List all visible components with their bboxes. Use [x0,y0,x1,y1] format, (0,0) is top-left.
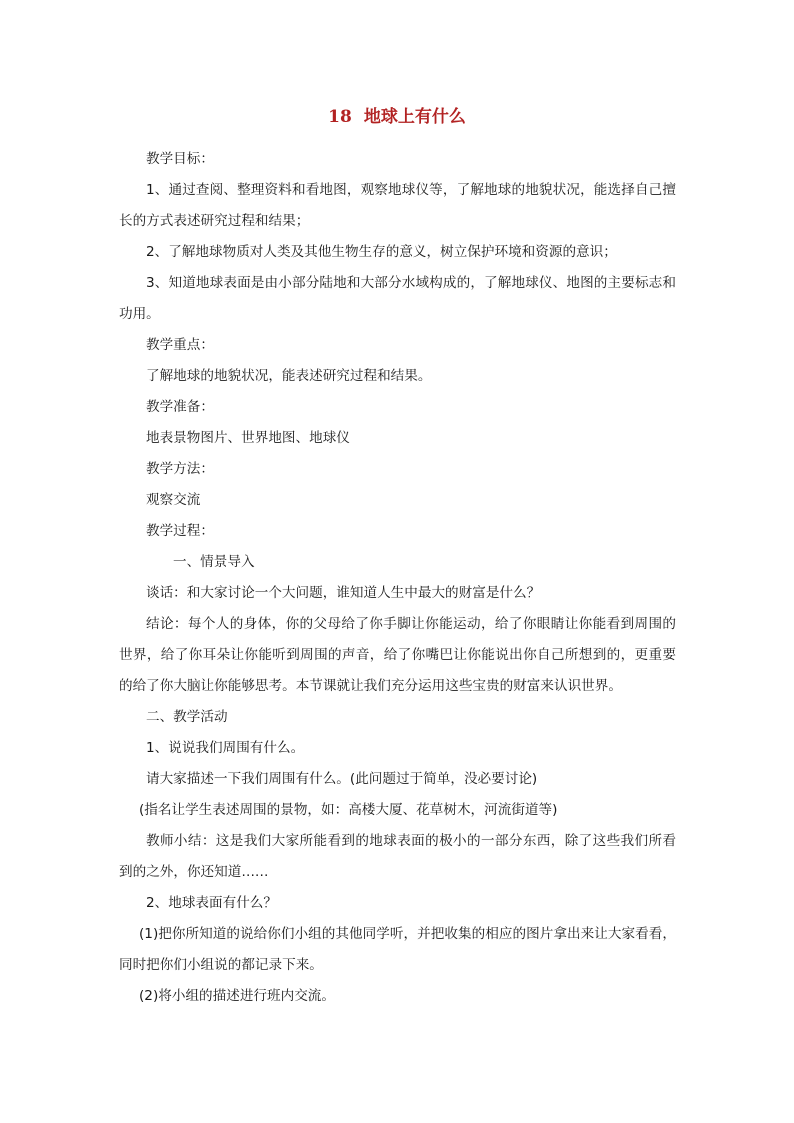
paragraph-prep-heading: 教学准备： [146,399,214,415]
paragraph-talk: 谈话：和大家讨论一个大问题，谁知道人生中最大的财富是什么？ [146,585,541,601]
paragraph-method-heading: 教学方法： [146,461,214,477]
paragraph-focus-text: 了解地球的地貌状况，能表述研究过程和结果。 [146,368,432,384]
paragraph-activity-1-note: (指名让学生表述周围的景物，如：高楼大厦、花草树木，河流街道等) [139,802,558,818]
paragraph-activity-2-2: (2)将小组的描述进行班内交流。 [139,988,335,1004]
paragraph-focus-heading: 教学重点： [146,337,214,353]
paragraph-goal-2: 2、了解地球物质对人类及其他生物生存的意义，树立保护环境和资源的意识； [146,244,617,260]
paragraph-activity-1: 1、说说我们周围有什么。 [146,740,305,756]
paragraph-goal-1: 1、通过查阅、整理资料和看地图，观察地球仪等，了解地球的地貌状况，能选择自己擅长的方式表述研究过程和结果； [119,182,676,229]
document-body [119,144,676,1012]
lesson-number: 18 [328,107,352,127]
lesson-title: 地球上有什么 [363,107,466,127]
paragraph-method-text: 观察交流 [146,492,201,508]
paragraph-process-heading: 教学过程： [146,523,214,539]
paragraph-activity-2-1: (1)把你所知道的说给你们小组的其他同学听，并把收集的相应的图片拿出来让大家看看，同时把你们小组说的都记录下来。 [119,926,676,973]
paragraph-conclusion: 结论：每个人的身体，你的父母给了你手脚让你能运动，给了你眼睛让你能看到周围的世界，给了你耳朵让你能听到周围的声音，给了你嘴巴让你能说出你自己所想到的，更重要的给了你大脑让你能够思考。本节课就让我们充分运用这些宝贵的财富来认识世界。 [119,616,676,694]
paragraph-goal-3: 3、知道地球表面是由小部分陆地和大部分水域构成的，了解地球仪、地图的主要标志和功用。 [119,275,676,322]
paragraph-step-2-heading: 二、教学活动 [146,709,228,725]
paragraph-step-1-heading: 一、情景导入 [173,554,255,570]
paragraph-activity-1-ask: 请大家描述一下我们周围有什么。(此问题过于简单，没必要讨论) [146,771,538,787]
page-title [0,104,794,130]
paragraph-goals-heading: 教学目标： [146,151,214,167]
paragraph-prep-text: 地表景物图片、世界地图、地球仪 [146,430,350,446]
paragraph-activity-2: 2、地球表面有什么？ [146,895,277,911]
paragraph-teacher-summary: 教师小结：这是我们大家所能看到的地球表面的极小的一部分东西，除了这些我们所看到的之外，你还知道…… [119,833,676,880]
